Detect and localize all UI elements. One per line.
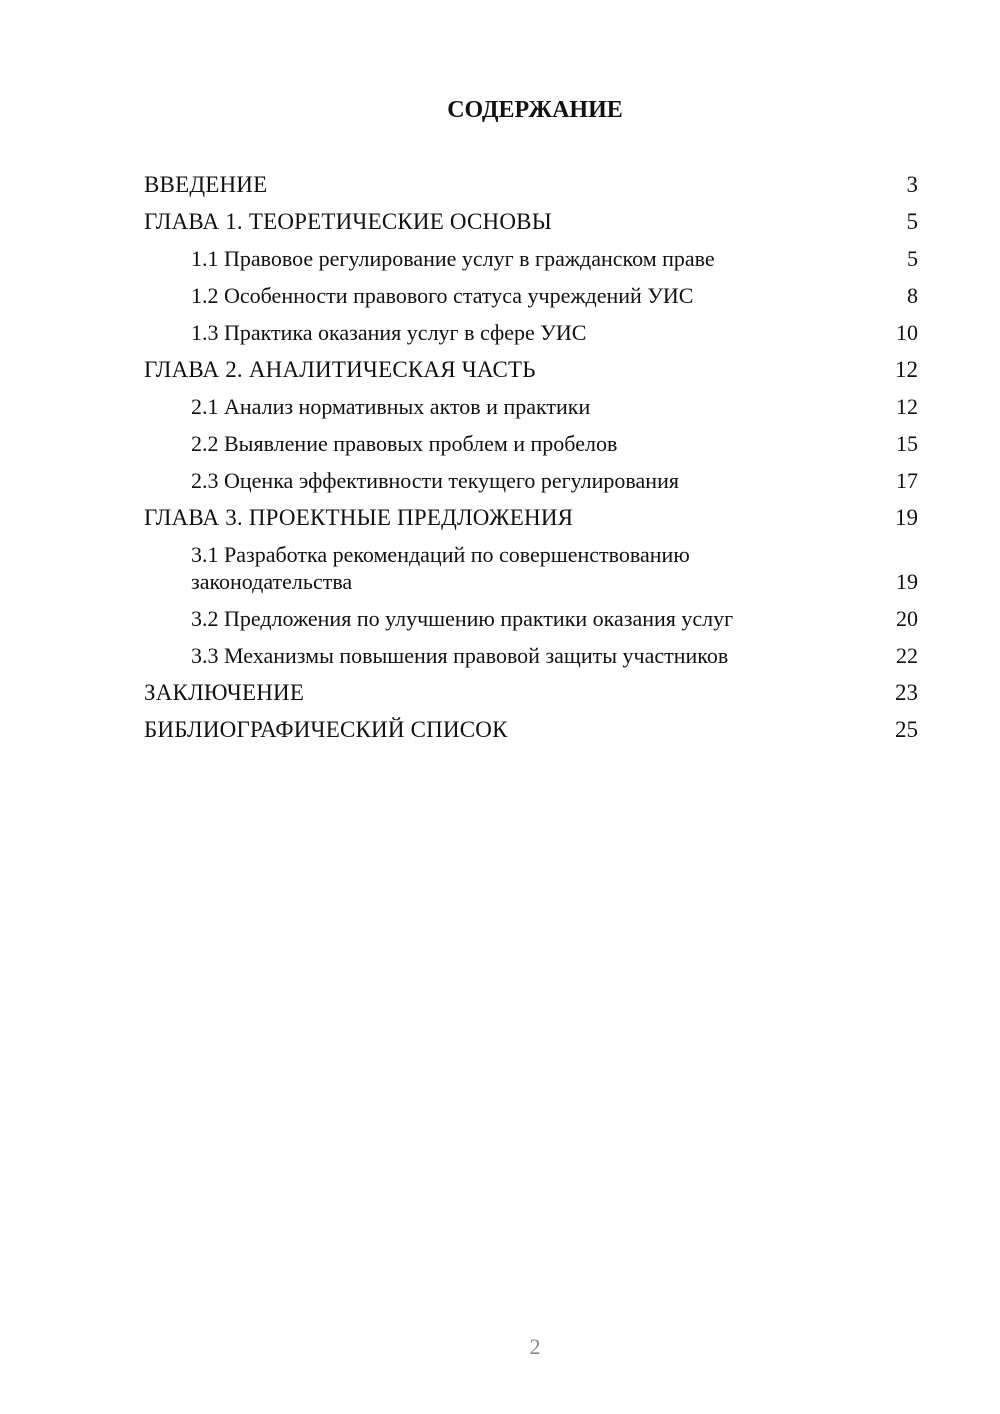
page-number: 2 — [529, 1334, 541, 1359]
toc-entry-page: 20 — [896, 606, 918, 631]
toc-entry-label: 3.1 Разработка рекомендаций по совершенствованию законодательства — [191, 542, 690, 594]
toc-entry-section-3-3[interactable] — [144, 637, 918, 674]
toc-entry-page: 19 — [896, 569, 918, 594]
toc-entry-introduction[interactable] — [144, 166, 918, 203]
toc-entry-label: 3.2 Предложения по улучшению практики оказания услуг — [191, 606, 734, 631]
toc-entry-section-1-1[interactable] — [144, 240, 918, 277]
toc-entry-page: 15 — [896, 431, 918, 456]
toc-entry-label: 2.2 Выявление правовых проблем и пробелов — [191, 431, 618, 456]
toc-entry-chapter-2[interactable] — [144, 351, 918, 388]
toc-entry-page: 25 — [895, 717, 918, 742]
toc-entry-page: 8 — [907, 283, 918, 308]
toc-entry-section-1-2[interactable] — [144, 277, 918, 314]
toc-entry-page: 5 — [906, 209, 918, 234]
toc-entry-label: ГЛАВА 2. АНАЛИТИЧЕСКАЯ ЧАСТЬ — [144, 357, 536, 382]
toc-entry-label: 2.1 Анализ нормативных актов и практики — [191, 394, 591, 419]
page-title: СОДЕРЖАНИЕ — [447, 97, 623, 123]
toc-entry-label: 2.3 Оценка эффективности текущего регулирования — [191, 468, 679, 493]
toc-entry-label: ГЛАВА 3. ПРОЕКТНЫЕ ПРЕДЛОЖЕНИЯ — [144, 505, 574, 530]
toc-entry-bibliography[interactable] — [144, 711, 918, 748]
toc-entry-page: 19 — [895, 505, 918, 530]
toc-entry-page: 12 — [896, 394, 918, 419]
toc-entry-page: 5 — [907, 246, 918, 271]
toc-entry-label: 1.3 Практика оказания услуг в сфере УИС — [191, 320, 587, 345]
toc-entry-section-2-2[interactable] — [144, 425, 918, 462]
toc-entry-label: БИБЛИОГРАФИЧЕСКИЙ СПИСОК — [144, 717, 508, 742]
toc-entry-page: 10 — [896, 320, 918, 345]
toc-entry-page: 22 — [896, 643, 918, 668]
toc-entry-page: 3 — [906, 172, 918, 197]
toc-entry-page: 12 — [895, 357, 918, 382]
toc-entry-conclusion[interactable] — [144, 674, 918, 711]
toc-entry-page: 23 — [895, 680, 918, 705]
toc-entry-label: ЗАКЛЮЧЕНИЕ — [144, 680, 305, 705]
toc-entry-chapter-1[interactable] — [144, 203, 918, 240]
toc-entry-section-2-1[interactable] — [144, 388, 918, 425]
toc-entry-section-1-3[interactable] — [144, 314, 918, 351]
toc-entry-section-3-1[interactable] — [144, 536, 918, 600]
toc-entry-chapter-3[interactable] — [144, 499, 918, 536]
toc-entry-label: ВВЕДЕНИЕ — [144, 172, 268, 197]
table-of-contents — [144, 166, 918, 748]
toc-entry-section-2-3[interactable] — [144, 462, 918, 499]
toc-entry-section-3-2[interactable] — [144, 600, 918, 637]
toc-entry-label: ГЛАВА 1. ТЕОРЕТИЧЕСКИЕ ОСНОВЫ — [144, 209, 552, 234]
toc-entry-page: 17 — [896, 468, 918, 493]
toc-entry-label: 1.2 Особенности правового статуса учреждений УИС — [191, 283, 694, 308]
toc-entry-label: 1.1 Правовое регулирование услуг в гражданском праве — [191, 246, 715, 271]
toc-entry-label: 3.3 Механизмы повышения правовой защиты участников — [191, 643, 729, 668]
